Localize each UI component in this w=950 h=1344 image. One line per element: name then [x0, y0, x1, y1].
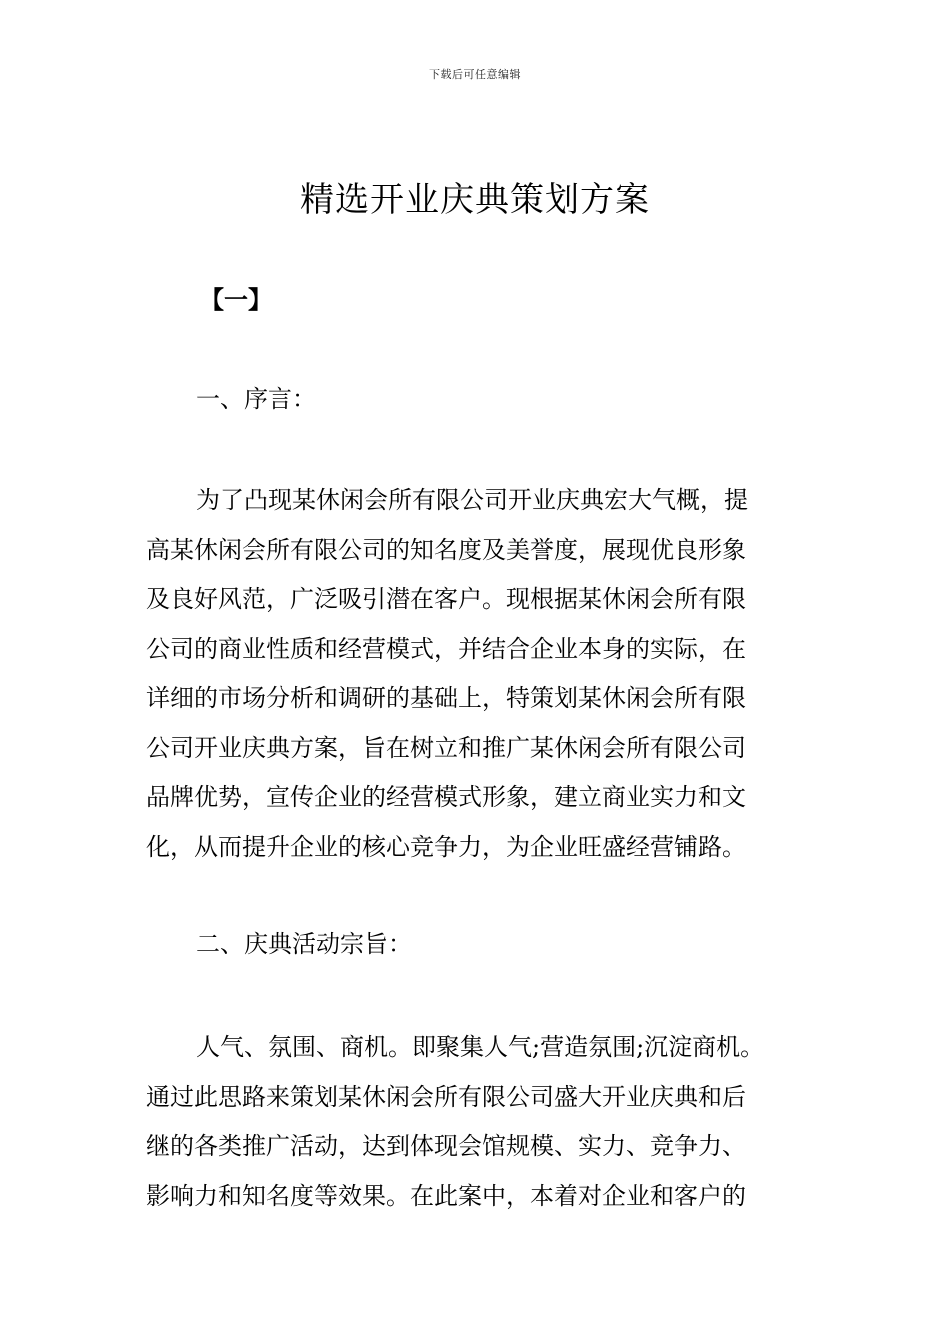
paragraph-line: 及良好风范，广泛吸引潜在客户。现根据某休闲会所有限: [146, 585, 746, 613]
paragraph-line: 通过此思路来策划某休闲会所有限公司盛大开业庆典和后: [146, 1082, 746, 1111]
paragraph-line: 继的各类推广活动，达到体现会馆规模、实力、竞争力、: [146, 1132, 746, 1160]
paragraph-line: 为了凸现某休闲会所有限公司开业庆典宏大气概，提: [196, 486, 748, 514]
paragraph-line: 化，从而提升企业的核心竞争力，为企业旺盛经营铺路。: [146, 832, 746, 861]
paragraph-line: 品牌优势，宣传企业的经营模式形象，建立商业实力和文: [146, 783, 746, 811]
paragraph-purpose: [146, 1023, 816, 1221]
paragraph-line: 影响力和知名度等效果。在此案中，本着对企业和客户的: [146, 1181, 746, 1210]
paragraph-line: 详细的市场分析和调研的基础上，特策划某休闲会所有限: [146, 684, 746, 712]
paragraph-line: 公司的商业性质和经营模式，并结合企业本身的实际，在: [146, 634, 746, 663]
document-title: 精选开业庆典策划方案: [300, 180, 650, 220]
section-heading-purpose: 二、庆典活动宗旨：: [196, 930, 412, 958]
header-note: 下载后可任意编辑: [429, 68, 521, 81]
paragraph-line: 高某休闲会所有限公司的知名度及美誉度，展现优良形象: [146, 535, 746, 564]
paragraph-line: 人气、氛围、商机。即聚集人气;营造氛围;沉淀商机。: [196, 1033, 765, 1061]
paragraph-preface: [146, 476, 816, 872]
paragraph-line: 公司开业庆典方案，旨在树立和推广某休闲会所有限公司: [146, 733, 746, 762]
section-heading-preface: 一、序言：: [196, 385, 316, 413]
section-marker: 【一】: [200, 286, 272, 314]
